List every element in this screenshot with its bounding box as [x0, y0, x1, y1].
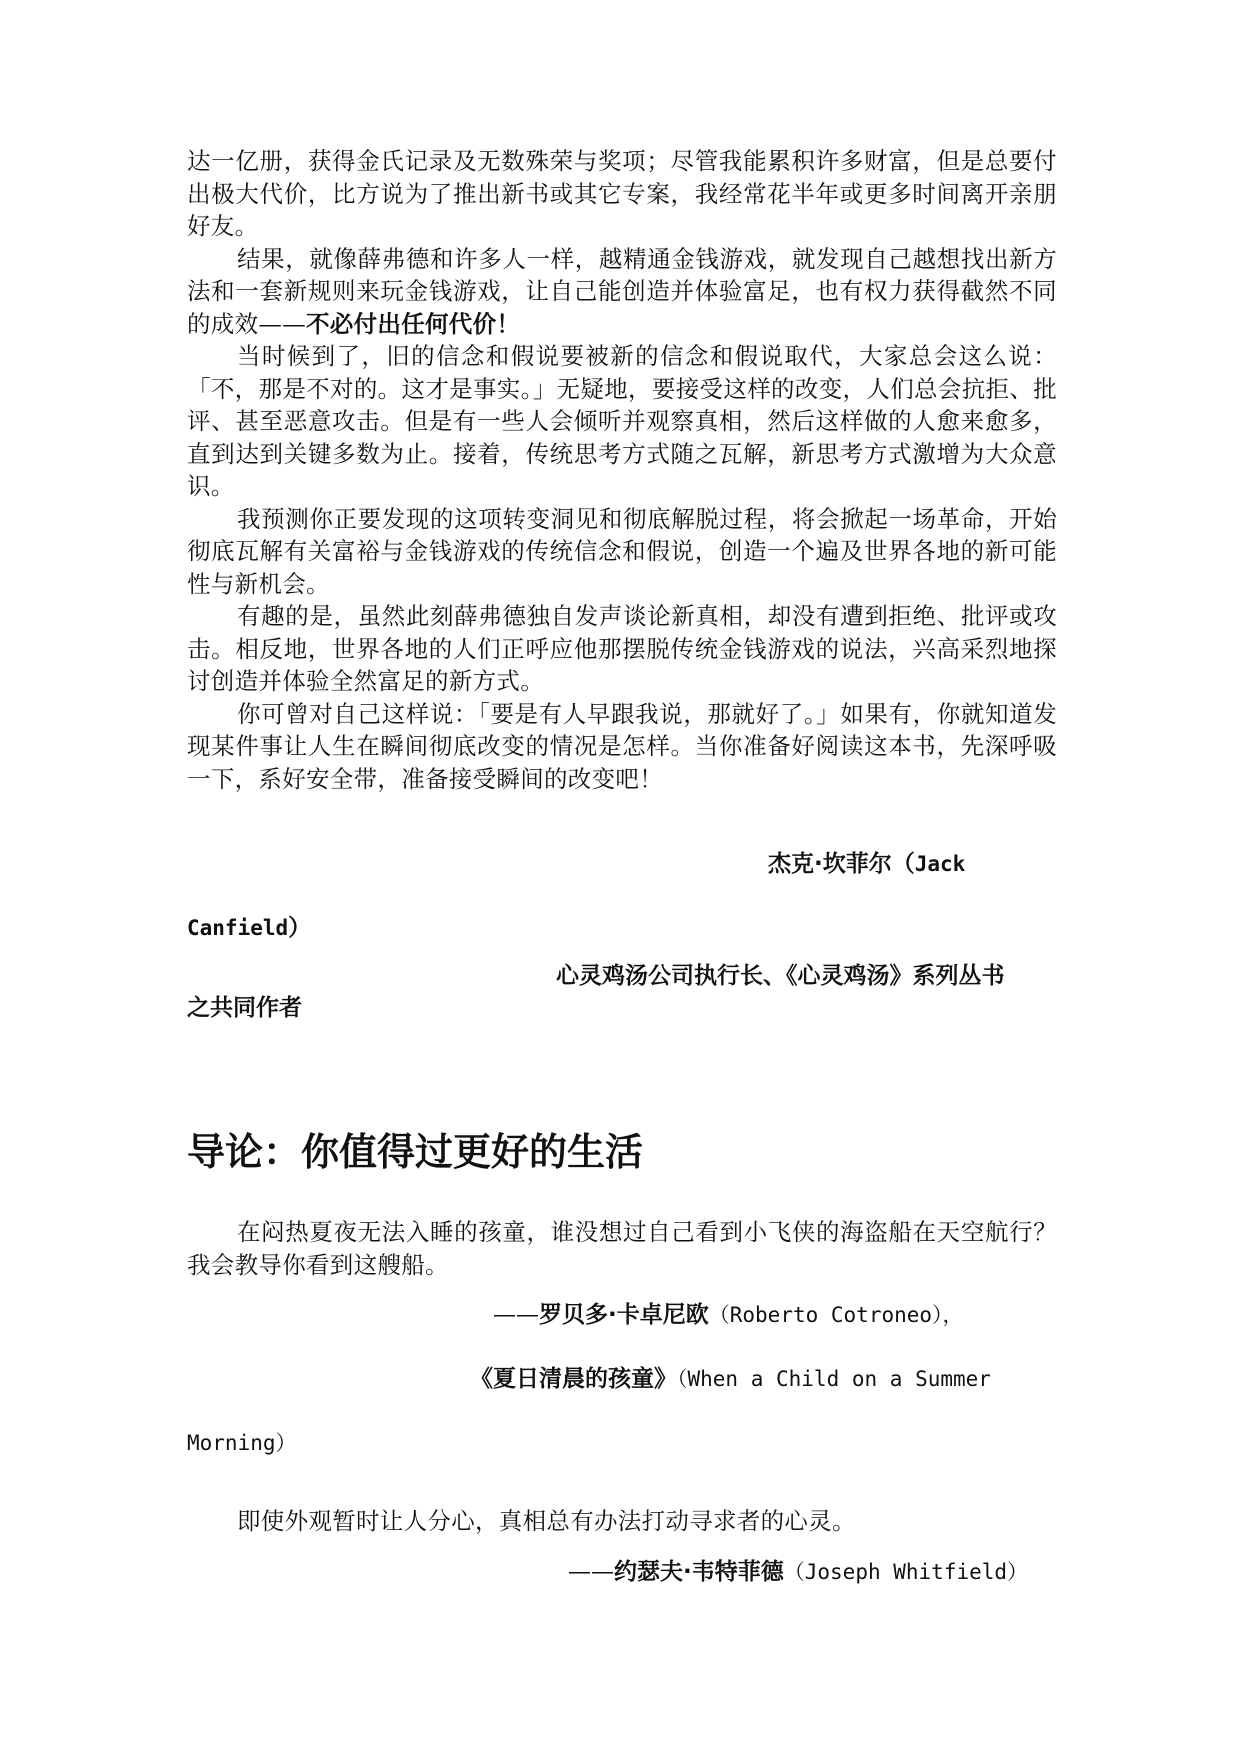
- signature-title-line-1: 心灵鸡汤公司执行长、《心灵鸡汤》系列丛书: [556, 963, 1005, 989]
- epigraph-1-author-en: （Roberto Cotroneo），: [708, 1303, 964, 1327]
- signature-name-cn: 杰克·坎菲尔（: [768, 851, 915, 877]
- epigraph-1-book-en-2: Morning）: [187, 1431, 297, 1455]
- epigraph-1-book-line-2: [187, 1427, 297, 1459]
- epigraph-1-quote-block: [187, 1216, 1057, 1281]
- preface-body: [187, 145, 1057, 795]
- signature-title-line-2: 之共同作者: [187, 995, 302, 1021]
- epigraph-2-author-cn: 约瑟夫·韦特菲德: [614, 1559, 784, 1585]
- epigraph-1-quote: 在闷热夏夜无法入睡的孩童，谁没想过自己看到小飞侠的海盗船在天空航行？我会教导你看到这艘船。: [187, 1218, 1057, 1279]
- epigraph-1-dash: ——: [493, 1302, 539, 1328]
- epigraph-1-book-en-1: （When a Child on a Summer: [677, 1367, 991, 1391]
- paragraph-2-text: 结果，就像薛弗德和许多人一样，越精通金钱游戏，就发现自己越想找出新方法和一套新规则来玩金钱游戏，让自己能创造并体验富足，也有权力获得截然不同的成效——: [187, 244, 1057, 338]
- epigraph-1-book-cn: 《夏日清晨的孩童》: [470, 1366, 677, 1392]
- paragraph-2: [187, 243, 1057, 341]
- chapter-heading: 导论：你值得过更好的生活: [187, 1130, 644, 1174]
- epigraph-2-quote-block: [187, 1505, 1057, 1538]
- epigraph-2-author-en: （Joseph Whitfield）: [783, 1560, 1029, 1584]
- paragraph-4: 我预测你正要发现的这项转变洞见和彻底解脱过程，将会掀起一场革命，开始彻底瓦解有关富裕与金钱游戏的传统信念和假说，创造一个遍及世界各地的新可能性与新机会。: [187, 504, 1057, 598]
- epigraph-1-author-cn: 罗贝多·卡卓尼欧: [539, 1302, 709, 1328]
- signature-name-en-last: Canfield: [187, 916, 289, 940]
- signature-name-line-2: [187, 912, 311, 944]
- paragraph-1: 达一亿册，获得金氏记录及无数殊荣与奖项；尽管我能累积许多财富，但是总要付出极大代价，比方说为了推出新书或其它专案，我经常花半年或更多时间离开亲朋好友。: [187, 147, 1057, 240]
- epigraph-1-book-line: [470, 1363, 991, 1395]
- signature-name-en-first: Jack: [914, 852, 966, 876]
- epigraph-2-attribution: [568, 1556, 1028, 1588]
- paragraph-6: 你可曾对自己这样说：「要是有人早跟我说，那就好了。」如果有，你就知道发现某件事让人生在瞬间彻底改变的情况是怎样。当你准备好阅读这本书，先深呼吸一下，系好安全带，准备接受瞬间的改变吧！: [187, 699, 1057, 793]
- paragraph-2-emphasis: 不必付出任何代价！: [306, 309, 521, 338]
- epigraph-2-quote: 即使外观暂时让人分心，真相总有办法打动寻求者的心灵。: [237, 1507, 856, 1535]
- epigraph-2-dash: ——: [568, 1559, 614, 1585]
- signature-name-line: [768, 848, 965, 880]
- epigraph-1-attribution: [493, 1299, 964, 1331]
- paragraph-5: 有趣的是，虽然此刻薛弗德独自发声谈论新真相，却没有遭到拒绝、批评或攻击。相反地，世界各地的人们正呼应他那摆脱传统金钱游戏的说法，兴高采烈地探讨创造并体验全然富足的新方式。: [187, 602, 1057, 695]
- signature-name-close: ）: [288, 915, 312, 941]
- paragraph-3: 当时候到了，旧的信念和假说要被新的信念和假说取代，大家总会这么说：「不，那是不对的。这才是事实。」无疑地，要接受这样的改变，人们总会抗拒、批评、甚至恶意攻击。但是有一些人会倾听并观察真相，然后这样做的人愈来愈多，直到达到关键多数为止。接着，传统思考方式随之瓦解，新思考方式激增为大众意识。: [187, 342, 1057, 500]
